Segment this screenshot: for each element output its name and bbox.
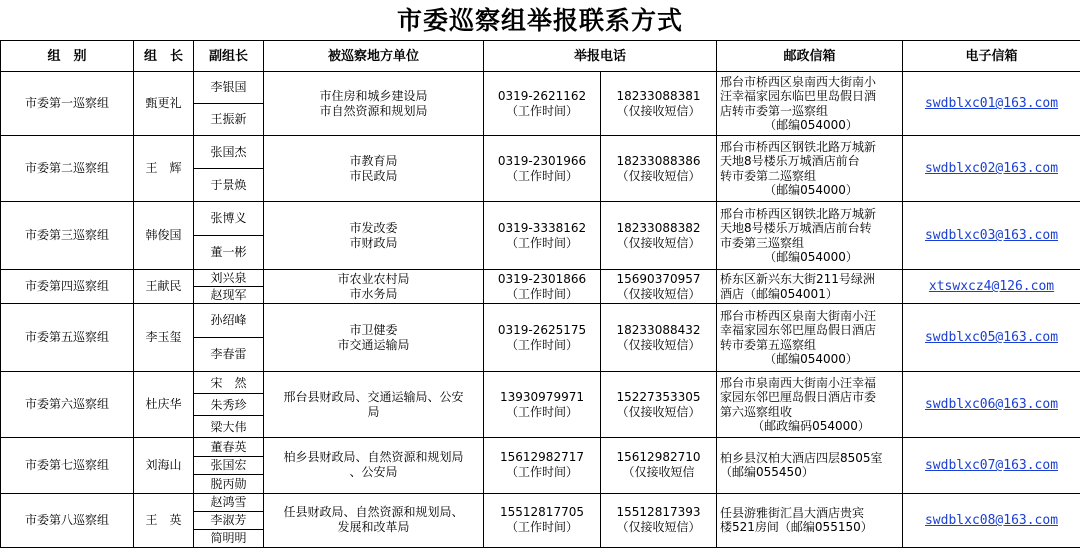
target-unit-line: 市财政局 bbox=[264, 236, 483, 251]
deputy-name: 李淑芳 bbox=[194, 511, 264, 529]
target-unit-line: 市教育局 bbox=[264, 154, 483, 169]
leader-name: 杜庆华 bbox=[134, 372, 194, 438]
postal-address-line: （邮政编码054000） bbox=[720, 419, 902, 434]
phone-sms-line: 15612982710 bbox=[601, 450, 716, 465]
postal-address-line: （邮编054000） bbox=[720, 250, 902, 265]
table-row bbox=[1, 270, 1080, 287]
deputy-name: 简明明 bbox=[194, 529, 264, 547]
postal-address-line: （邮编054000） bbox=[720, 183, 902, 198]
email-link[interactable]: swdblxc02@163.com bbox=[925, 161, 1058, 176]
postal-address-line: 邢台市桥西区泉南大街南小汪 bbox=[720, 309, 902, 324]
postal-address-line: （邮编055450） bbox=[720, 465, 902, 480]
postal-address-line: 市委第三巡察组 bbox=[720, 236, 902, 251]
postal-address bbox=[717, 72, 903, 136]
table-row bbox=[1, 493, 1080, 511]
header-row bbox=[1, 41, 1080, 72]
email-cell bbox=[903, 270, 1080, 304]
leader-name: 王 英 bbox=[134, 493, 194, 547]
phone-work bbox=[484, 438, 601, 494]
deputy-name: 董一彬 bbox=[194, 236, 264, 270]
page-title: 市委巡察组举报联系方式 bbox=[0, 0, 1080, 40]
header-leader: 组 长 bbox=[134, 41, 194, 72]
postal-address-line: 汪幸福家园东临巴里岛假日酒 bbox=[720, 89, 902, 104]
postal-address-line: 邢台市桥西区钢铁北路万城新 bbox=[720, 140, 902, 155]
postal-address-line: 柏乡县汉柏大酒店四层8505室 bbox=[720, 451, 902, 466]
phone-work-line: （工作时间） bbox=[484, 104, 600, 119]
phone-sms bbox=[601, 72, 717, 136]
postal-address-line: 天地8号楼乐万城酒店前台 bbox=[720, 154, 902, 169]
leader-name: 王 辉 bbox=[134, 136, 194, 202]
phone-work-line: （工作时间） bbox=[484, 465, 600, 480]
contact-table bbox=[0, 40, 1080, 548]
table-row bbox=[1, 304, 1080, 338]
phone-work-line: 0319-2301866 bbox=[484, 272, 600, 287]
header-deputy: 副组长 bbox=[194, 41, 264, 72]
phone-work-line: 0319-2301966 bbox=[484, 154, 600, 169]
leader-name: 李玉玺 bbox=[134, 304, 194, 372]
postal-address-line: 邢台市桥西区钢铁北路万城新 bbox=[720, 207, 902, 222]
postal-address-line: 任县游雅街汇昌大酒店贵宾 bbox=[720, 506, 902, 521]
table-row bbox=[1, 202, 1080, 236]
postal-address-line: 天地8号楼乐万城酒店前台转 bbox=[720, 221, 902, 236]
postal-address bbox=[717, 493, 903, 547]
phone-work bbox=[484, 493, 601, 547]
phone-work bbox=[484, 270, 601, 304]
target-unit-line: 市住房和城乡建设局 bbox=[264, 89, 483, 104]
email-link[interactable]: swdblxc08@163.com bbox=[925, 513, 1058, 528]
group-name: 市委第八巡察组 bbox=[1, 493, 134, 547]
email-cell bbox=[903, 493, 1080, 547]
header-phone: 举报电话 bbox=[484, 41, 717, 72]
group-name: 市委第七巡察组 bbox=[1, 438, 134, 494]
target-units bbox=[264, 372, 484, 438]
deputy-name: 朱秀珍 bbox=[194, 394, 264, 416]
postal-address bbox=[717, 438, 903, 494]
deputy-name: 张博义 bbox=[194, 202, 264, 236]
email-cell bbox=[903, 72, 1080, 136]
phone-sms-line: （仅接收短信） bbox=[601, 287, 716, 302]
phone-work-line: （工作时间） bbox=[484, 520, 600, 535]
phone-work bbox=[484, 202, 601, 270]
phone-sms-line: （仅接收短信） bbox=[601, 520, 716, 535]
phone-sms-line: （仅接收短信 bbox=[601, 465, 716, 480]
group-name: 市委第五巡察组 bbox=[1, 304, 134, 372]
target-units bbox=[264, 270, 484, 304]
postal-address-line: 楼521房间（邮编055150） bbox=[720, 520, 902, 535]
email-cell bbox=[903, 202, 1080, 270]
email-link[interactable]: swdblxc06@163.com bbox=[925, 397, 1058, 412]
phone-sms-line: 18233088382 bbox=[601, 221, 716, 236]
postal-address-line: 家园东邻巴厘岛假日酒店市委 bbox=[720, 390, 902, 405]
deputy-name: 宋 然 bbox=[194, 372, 264, 394]
phone-sms-line: （仅接收短信） bbox=[601, 169, 716, 184]
email-link[interactable]: swdblxc07@163.com bbox=[925, 458, 1058, 473]
phone-sms-line: （仅接收短信） bbox=[601, 338, 716, 353]
postal-address bbox=[717, 304, 903, 372]
target-unit-line: 市民政局 bbox=[264, 169, 483, 184]
phone-sms-line: 15512817393 bbox=[601, 505, 716, 520]
postal-address-line: 转市委第二巡察组 bbox=[720, 169, 902, 184]
group-name: 市委第四巡察组 bbox=[1, 270, 134, 304]
email-cell bbox=[903, 136, 1080, 202]
deputy-name: 于景焕 bbox=[194, 169, 264, 202]
postal-address bbox=[717, 270, 903, 304]
deputy-name: 李银国 bbox=[194, 72, 264, 104]
phone-sms bbox=[601, 372, 717, 438]
email-link[interactable]: swdblxc01@163.com bbox=[925, 96, 1058, 111]
target-units bbox=[264, 438, 484, 494]
target-unit-line: 市水务局 bbox=[264, 287, 483, 302]
header-email: 电子信箱 bbox=[903, 41, 1080, 72]
target-units bbox=[264, 493, 484, 547]
postal-address-line: 桥东区新兴东大街211号绿洲 bbox=[720, 272, 902, 287]
phone-work-line: 15612982717 bbox=[484, 450, 600, 465]
phone-work-line: （工作时间） bbox=[484, 169, 600, 184]
phone-sms-line: 15690370957 bbox=[601, 272, 716, 287]
target-unit-line: 柏乡县财政局、自然资源和规划局 bbox=[264, 450, 483, 465]
phone-work-line: （工作时间） bbox=[484, 287, 600, 302]
group-name: 市委第二巡察组 bbox=[1, 136, 134, 202]
postal-address-line: 第六巡察组收 bbox=[720, 405, 902, 420]
target-unit-line: 市卫健委 bbox=[264, 323, 483, 338]
phone-work-line: 0319-3338162 bbox=[484, 221, 600, 236]
header-group: 组 别 bbox=[1, 41, 134, 72]
postal-address-line: （邮编054000） bbox=[720, 352, 902, 367]
postal-address-line: （邮编054000） bbox=[720, 118, 902, 133]
phone-work bbox=[484, 72, 601, 136]
table-row bbox=[1, 136, 1080, 169]
phone-sms-line: 18233088432 bbox=[601, 323, 716, 338]
phone-work-line: （工作时间） bbox=[484, 236, 600, 251]
header-mail: 邮政信箱 bbox=[717, 41, 903, 72]
target-unit-line: 发展和改革局 bbox=[264, 520, 483, 535]
leader-name: 刘海山 bbox=[134, 438, 194, 494]
email-cell bbox=[903, 304, 1080, 372]
postal-address bbox=[717, 202, 903, 270]
target-unit-line: 市交通运输局 bbox=[264, 338, 483, 353]
postal-address-line: 邢台市桥西区泉南西大街南小 bbox=[720, 75, 902, 90]
phone-sms bbox=[601, 304, 717, 372]
deputy-name: 梁大伟 bbox=[194, 416, 264, 438]
phone-work bbox=[484, 304, 601, 372]
target-unit-line: 局 bbox=[264, 405, 483, 420]
group-name: 市委第三巡察组 bbox=[1, 202, 134, 270]
header-target: 被巡察地方单位 bbox=[264, 41, 484, 72]
postal-address bbox=[717, 136, 903, 202]
phone-sms-line: （仅接收短信） bbox=[601, 236, 716, 251]
deputy-name: 赵现军 bbox=[194, 287, 264, 304]
phone-work-line: （工作时间） bbox=[484, 405, 600, 420]
email-cell bbox=[903, 372, 1080, 438]
phone-work-line: 15512817705 bbox=[484, 505, 600, 520]
phone-sms-line: 18233088381 bbox=[601, 89, 716, 104]
postal-address-line: 店转市委第一巡察组 bbox=[720, 104, 902, 119]
deputy-name: 孙绍峰 bbox=[194, 304, 264, 338]
postal-address-line: 邢台市泉南西大街南小汪幸福 bbox=[720, 376, 902, 391]
target-unit-line: 邢台县财政局、交通运输局、公安 bbox=[264, 390, 483, 405]
postal-address-line: 幸福家园东邻巴厘岛假日酒店 bbox=[720, 323, 902, 338]
postal-address bbox=[717, 372, 903, 438]
table-row bbox=[1, 438, 1080, 457]
phone-work-line: 13930979971 bbox=[484, 390, 600, 405]
postal-address-line: 转市委第五巡察组 bbox=[720, 338, 902, 353]
target-unit-line: 市自然资源和规划局 bbox=[264, 104, 483, 119]
phone-sms bbox=[601, 438, 717, 494]
phone-work-line: 0319-2625175 bbox=[484, 323, 600, 338]
phone-work-line: 0319-2621162 bbox=[484, 89, 600, 104]
deputy-name: 王振新 bbox=[194, 104, 264, 136]
phone-sms-line: （仅接收短信） bbox=[601, 104, 716, 119]
target-units bbox=[264, 72, 484, 136]
deputy-name: 刘兴泉 bbox=[194, 270, 264, 287]
postal-address-line: 酒店（邮编054001） bbox=[720, 287, 902, 302]
target-unit-line: 市发改委 bbox=[264, 221, 483, 236]
email-link[interactable]: xtswxcz4@126.com bbox=[929, 279, 1054, 294]
group-name: 市委第六巡察组 bbox=[1, 372, 134, 438]
phone-work bbox=[484, 372, 601, 438]
target-unit-line: 任县财政局、自然资源和规划局、 bbox=[264, 505, 483, 520]
deputy-name: 张国宏 bbox=[194, 456, 264, 475]
leader-name: 王献民 bbox=[134, 270, 194, 304]
deputy-name: 李春雷 bbox=[194, 338, 264, 372]
deputy-name: 赵鸿雪 bbox=[194, 493, 264, 511]
target-unit-line: 、公安局 bbox=[264, 465, 483, 480]
target-units bbox=[264, 136, 484, 202]
phone-work bbox=[484, 136, 601, 202]
phone-sms bbox=[601, 136, 717, 202]
phone-sms bbox=[601, 493, 717, 547]
email-cell bbox=[903, 438, 1080, 494]
phone-work-line: （工作时间） bbox=[484, 338, 600, 353]
deputy-name: 董春英 bbox=[194, 438, 264, 457]
phone-sms-line: （仅接收短信） bbox=[601, 405, 716, 420]
table-row bbox=[1, 372, 1080, 394]
email-link[interactable]: swdblxc03@163.com bbox=[925, 228, 1058, 243]
target-units bbox=[264, 202, 484, 270]
table-row bbox=[1, 72, 1080, 104]
email-link[interactable]: swdblxc05@163.com bbox=[925, 330, 1058, 345]
phone-sms-line: 15227353305 bbox=[601, 390, 716, 405]
target-units bbox=[264, 304, 484, 372]
phone-sms-line: 18233088386 bbox=[601, 154, 716, 169]
phone-sms bbox=[601, 202, 717, 270]
leader-name: 韩俊国 bbox=[134, 202, 194, 270]
group-name: 市委第一巡察组 bbox=[1, 72, 134, 136]
phone-sms bbox=[601, 270, 717, 304]
leader-name: 甄更礼 bbox=[134, 72, 194, 136]
deputy-name: 脱丙勋 bbox=[194, 475, 264, 494]
target-unit-line: 市农业农村局 bbox=[264, 272, 483, 287]
deputy-name: 张国杰 bbox=[194, 136, 264, 169]
